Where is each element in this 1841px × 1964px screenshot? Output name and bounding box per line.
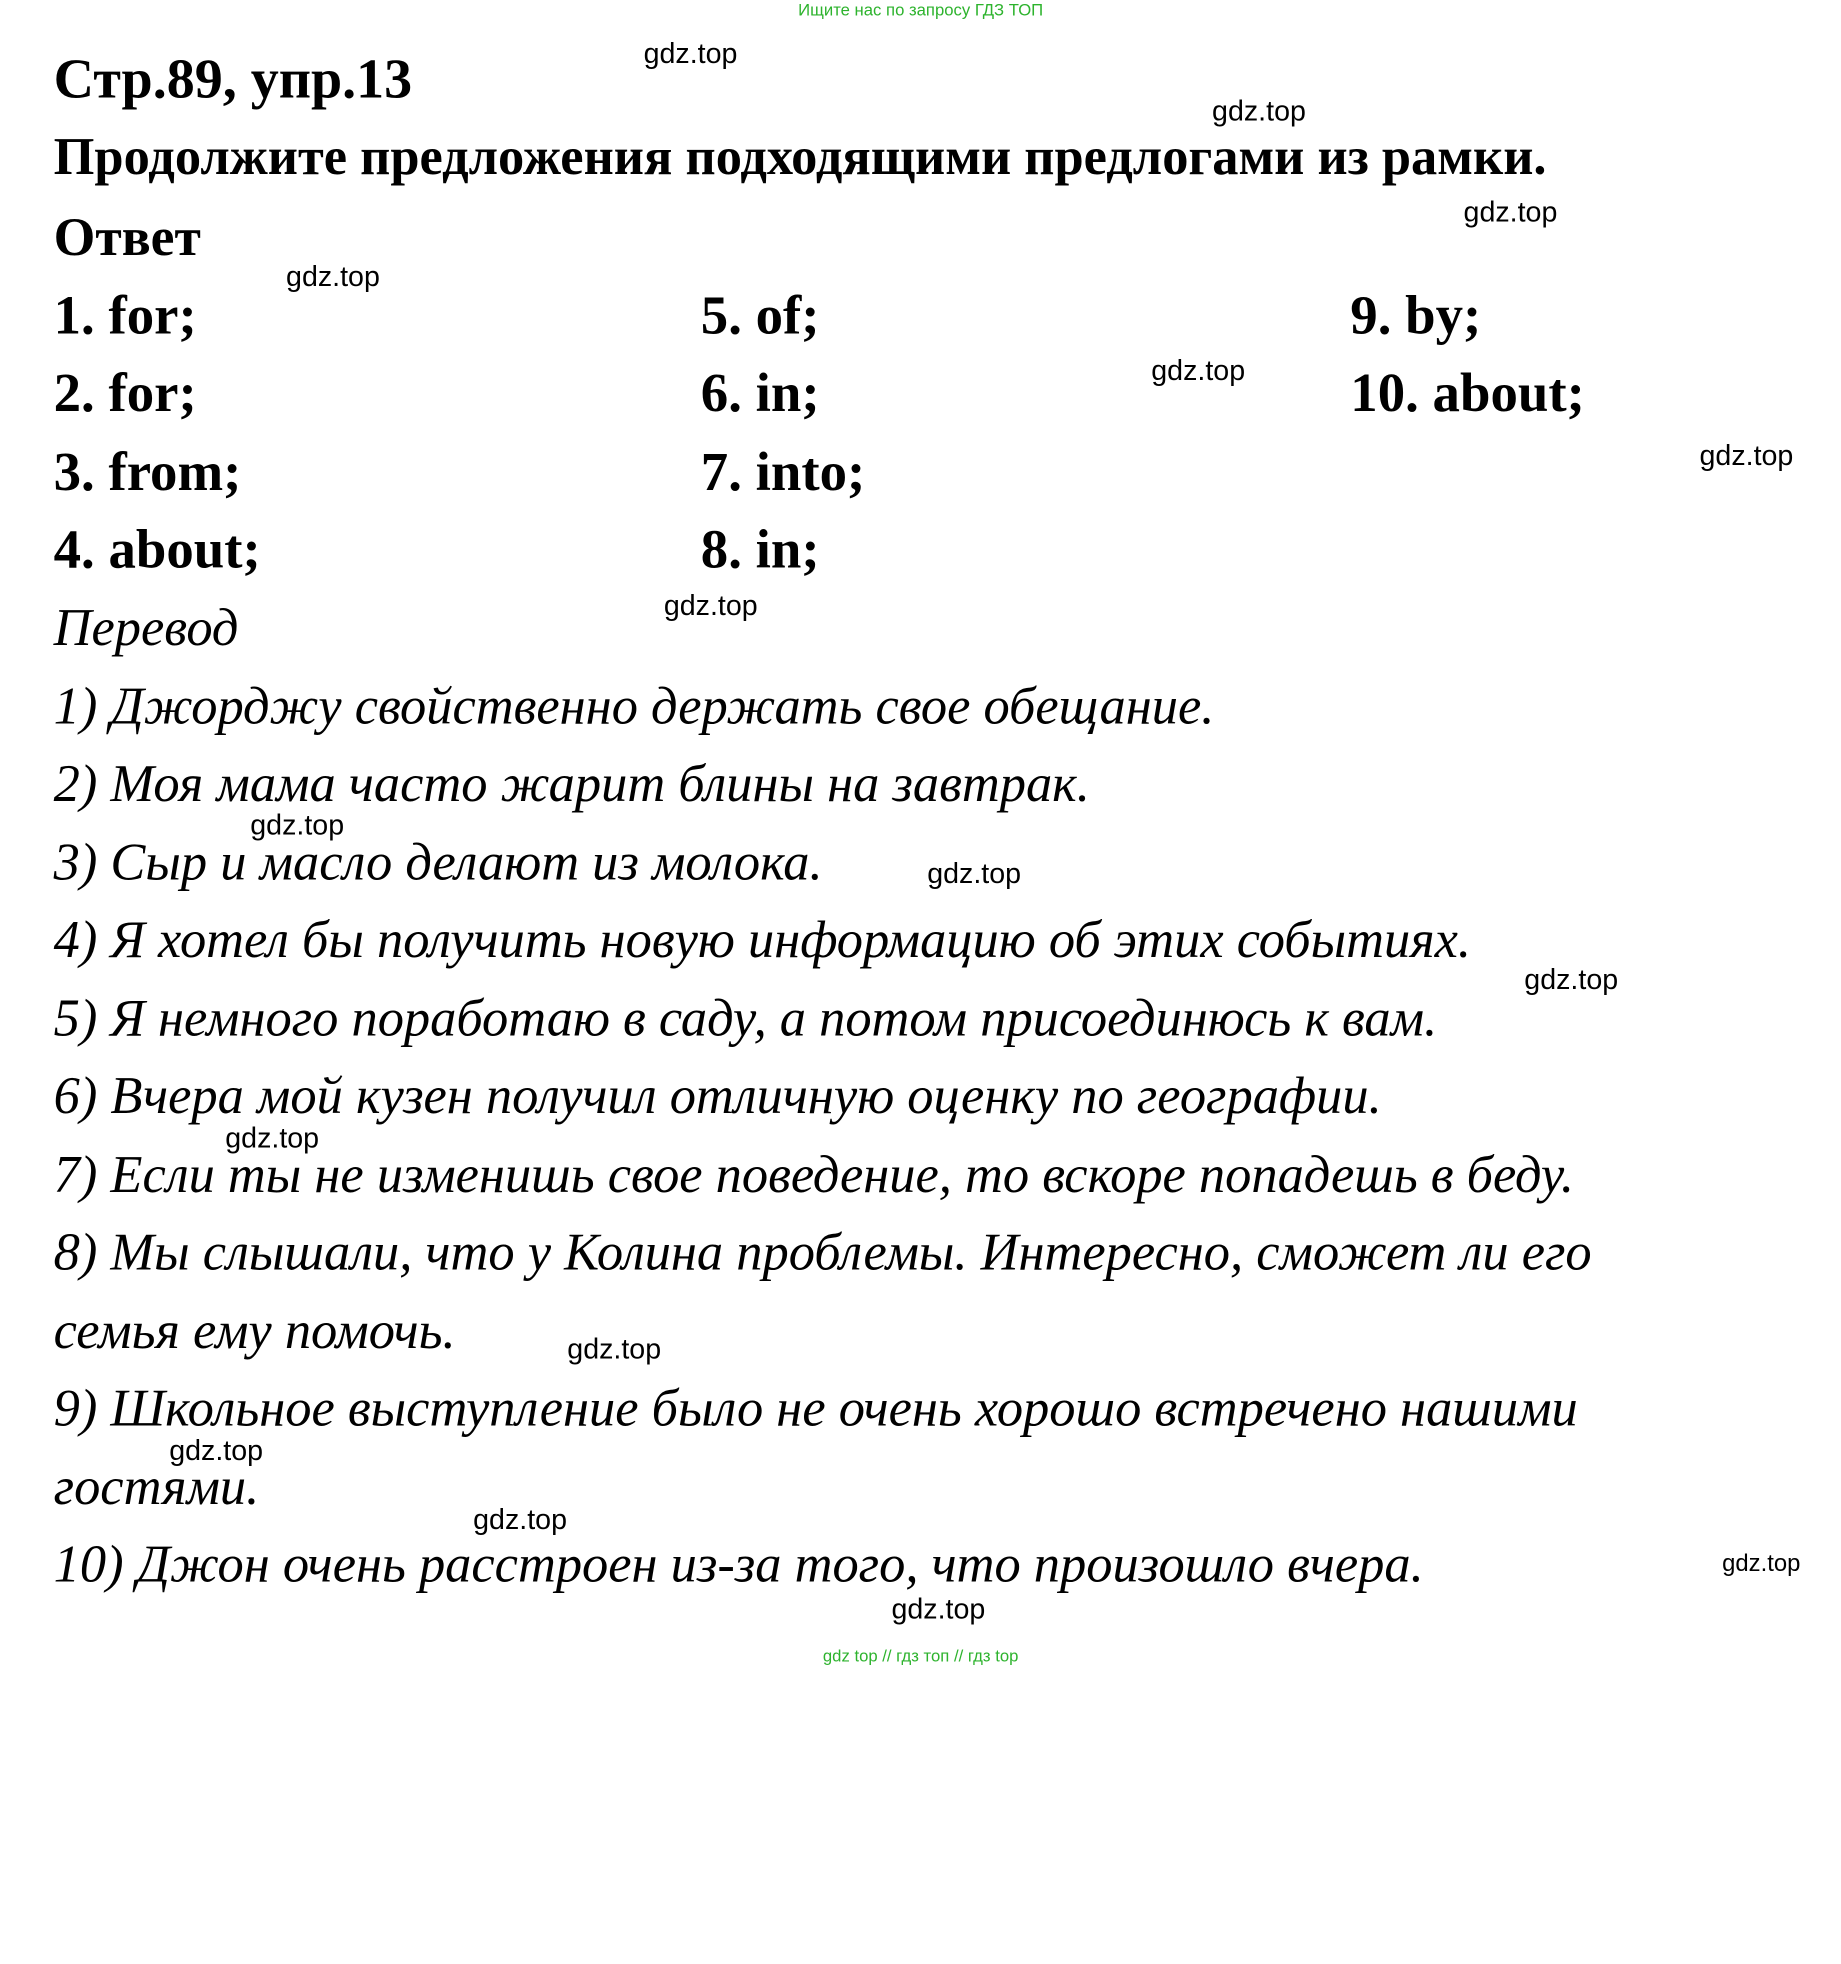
watermark: gdz.top [927, 858, 1022, 891]
translation-line: 9) Школьное выступление было не очень хорошо встречено нашими [53, 1378, 1578, 1438]
bottom-footer: gdz top // гдз топ // гдз top [822, 1645, 1019, 1665]
watermark: gdz.top [1212, 95, 1306, 128]
watermark: gdz.top [891, 1593, 986, 1626]
translation-line: 10) Джон очень расстроен из-за того, что произошло вчера. [53, 1535, 1424, 1594]
answer-item: 4. about; [53, 518, 261, 580]
watermark: gdz.top [567, 1333, 662, 1366]
answer-item: 9. by; [1350, 284, 1482, 346]
translation-line: 8) Мы слышали, что у Колина проблемы. Интересно, сможет ли его [53, 1222, 1592, 1282]
translation-line: семья ему помочь. [53, 1301, 456, 1360]
translation-line: гостями. [53, 1457, 260, 1516]
task-text: Продолжите предложения подходящими предлогами из рамки. [53, 127, 1547, 186]
answer-item: 7. into; [700, 440, 866, 502]
watermark: gdz.top [1722, 1550, 1801, 1577]
watermark: gdz.top [663, 589, 758, 623]
translation-heading: Перевод [53, 598, 239, 657]
translation-line: 5) Я немного поработаю в саду, а потом присоединюсь к вам. [53, 989, 1438, 1048]
watermark: gdz.top [1463, 196, 1558, 229]
answer-item: 1. for; [53, 284, 197, 346]
watermark: gdz.top [1151, 355, 1246, 388]
watermark: gdz.top [473, 1504, 567, 1537]
translation-line: 2) Моя мама часто жарит блины на завтрак. [53, 754, 1090, 813]
answer-item: 2. for; [53, 362, 197, 424]
translation-line: 3) Сыр и масло делают из молока. [53, 833, 823, 892]
translation-line: 7) Если ты не изменишь свое поведение, то вскоре попадешь в беду. [53, 1145, 1574, 1204]
answer-item: 5. of; [700, 284, 820, 346]
answer-item: 10. about; [1350, 362, 1585, 424]
watermark: gdz.top [225, 1122, 320, 1155]
watermark: gdz.top [1699, 439, 1794, 472]
answer-item: 3. from; [53, 440, 242, 502]
top-banner: Ищите нас по запросу ГДЗ ТОП [798, 0, 1044, 20]
page-title: Стр.89, упр.13 [53, 48, 413, 111]
watermark: gdz.top [643, 38, 738, 71]
answer-item: 8. in; [700, 518, 820, 580]
watermark: gdz.top [169, 1434, 264, 1468]
watermark: gdz.top [250, 809, 345, 842]
answer-heading: Ответ [53, 207, 201, 267]
translation-line: 6) Вчера мой кузен получил отличную оценку по географии. [53, 1066, 1382, 1126]
watermark: gdz.top [286, 261, 380, 294]
translation-line: 4) Я хотел бы получить новую информацию об этих событиях. [53, 910, 1471, 969]
translation-line: 1) Джорджу свойственно держать свое обещание. [53, 676, 1215, 736]
answer-item: 6. in; [700, 362, 820, 424]
watermark: gdz.top [1524, 964, 1619, 997]
